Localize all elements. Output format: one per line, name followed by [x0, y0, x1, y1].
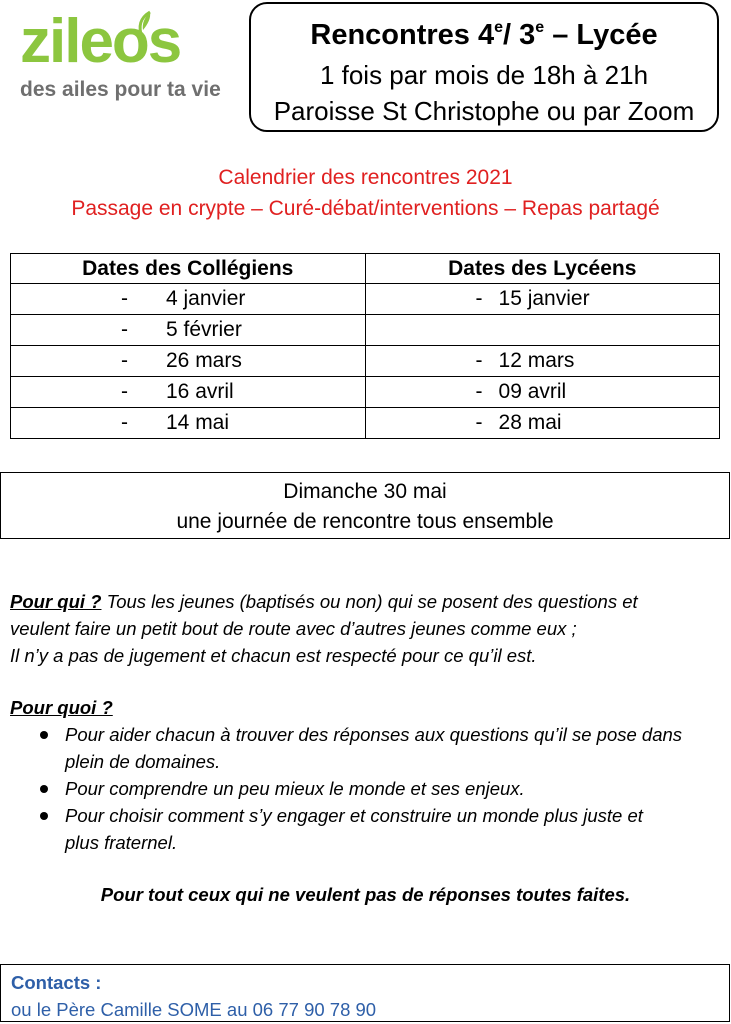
- table-row: [11, 346, 720, 377]
- event-box: [0, 472, 730, 539]
- pour-quoi-section: [10, 694, 722, 856]
- logo-wordmark: zileos: [20, 7, 181, 76]
- contacts-label: Contacts :: [11, 972, 102, 993]
- college-date: 16 avril: [166, 380, 234, 403]
- calendar-subtitle: Passage en crypte – Curé-débat/interventions – Repas partagé: [71, 197, 660, 220]
- lycee-date: 12 mars: [498, 349, 575, 372]
- closing-statement: Pour tout ceux qui ne veulent pas de réponses toutes faites.: [100, 884, 631, 905]
- header-location: Paroisse St Christophe ou par Zoom: [273, 96, 695, 126]
- pour-quoi-list: [10, 721, 722, 856]
- calendar-title: Calendrier des rencontres 2021: [218, 166, 513, 189]
- dash: -: [475, 349, 483, 372]
- dash: -: [121, 349, 128, 372]
- pour-qui-section: [10, 588, 722, 669]
- pour-qui-label: Pour qui ?: [10, 591, 102, 612]
- event-date: Dimanche 30 mai: [283, 480, 447, 503]
- bullet-icon: [40, 812, 48, 820]
- list-item: Pour aider chacun à trouver des réponses aux questions qu’il se pose dans plein de domaines.: [10, 721, 722, 775]
- pour-qui-text: Il n’y a pas de jugement et chacun est respecté pour ce qu’il est.: [10, 645, 537, 666]
- dash: -: [121, 318, 128, 341]
- pour-qui-text: veulent faire un petit bout de route avec d’autres jeunes comme eux ;: [10, 618, 577, 639]
- dash: -: [475, 287, 483, 310]
- dates-table: [10, 253, 720, 439]
- bullet-icon: [40, 785, 48, 793]
- table-row: [11, 315, 720, 346]
- list-item: Pour comprendre un peu mieux le monde et ses enjeux.: [10, 775, 722, 802]
- table-header-row: [11, 254, 720, 284]
- header-schedule: 1 fois par mois de 18h à 21h: [319, 60, 649, 90]
- header-college: Dates des Collégiens: [11, 254, 366, 284]
- college-date: 5 février: [166, 318, 242, 341]
- dash: -: [475, 411, 483, 434]
- lycee-date: 28 mai: [498, 411, 562, 434]
- pour-qui-text: Tous les jeunes (baptisés ou non) qui se posent des questions et: [101, 591, 638, 612]
- header-box: [249, 2, 719, 132]
- college-date: 14 mai: [166, 411, 230, 434]
- logo-tagline: des ailes pour ta vie: [20, 78, 221, 101]
- table-row: [11, 284, 720, 315]
- college-date: 26 mars: [166, 349, 242, 372]
- lycee-date: 15 janvier: [498, 287, 590, 310]
- header-title: Rencontres 4e/ 3e – Lycée: [310, 19, 658, 51]
- dash: -: [475, 380, 483, 403]
- dash: -: [121, 411, 128, 434]
- header-lycee: Dates des Lycéens: [365, 254, 719, 284]
- contact-line: ou le Père Camille SOME au 06 77 90 78 90: [11, 999, 377, 1020]
- table-row: [11, 377, 720, 408]
- contact-box: [0, 964, 730, 1022]
- table-row: [11, 408, 720, 439]
- zileos-logo: [14, 8, 244, 104]
- pour-quoi-label: Pour quoi ?: [10, 697, 113, 718]
- bullet-icon: [40, 731, 48, 739]
- event-description: une journée de rencontre tous ensemble: [176, 510, 554, 533]
- lycee-date: 09 avril: [498, 380, 567, 403]
- college-date: 4 janvier: [166, 287, 246, 310]
- dash: -: [121, 380, 128, 403]
- list-item: Pour choisir comment s’y engager et construire un monde plus juste et plus fraternel.: [10, 802, 722, 856]
- dash: -: [121, 287, 128, 310]
